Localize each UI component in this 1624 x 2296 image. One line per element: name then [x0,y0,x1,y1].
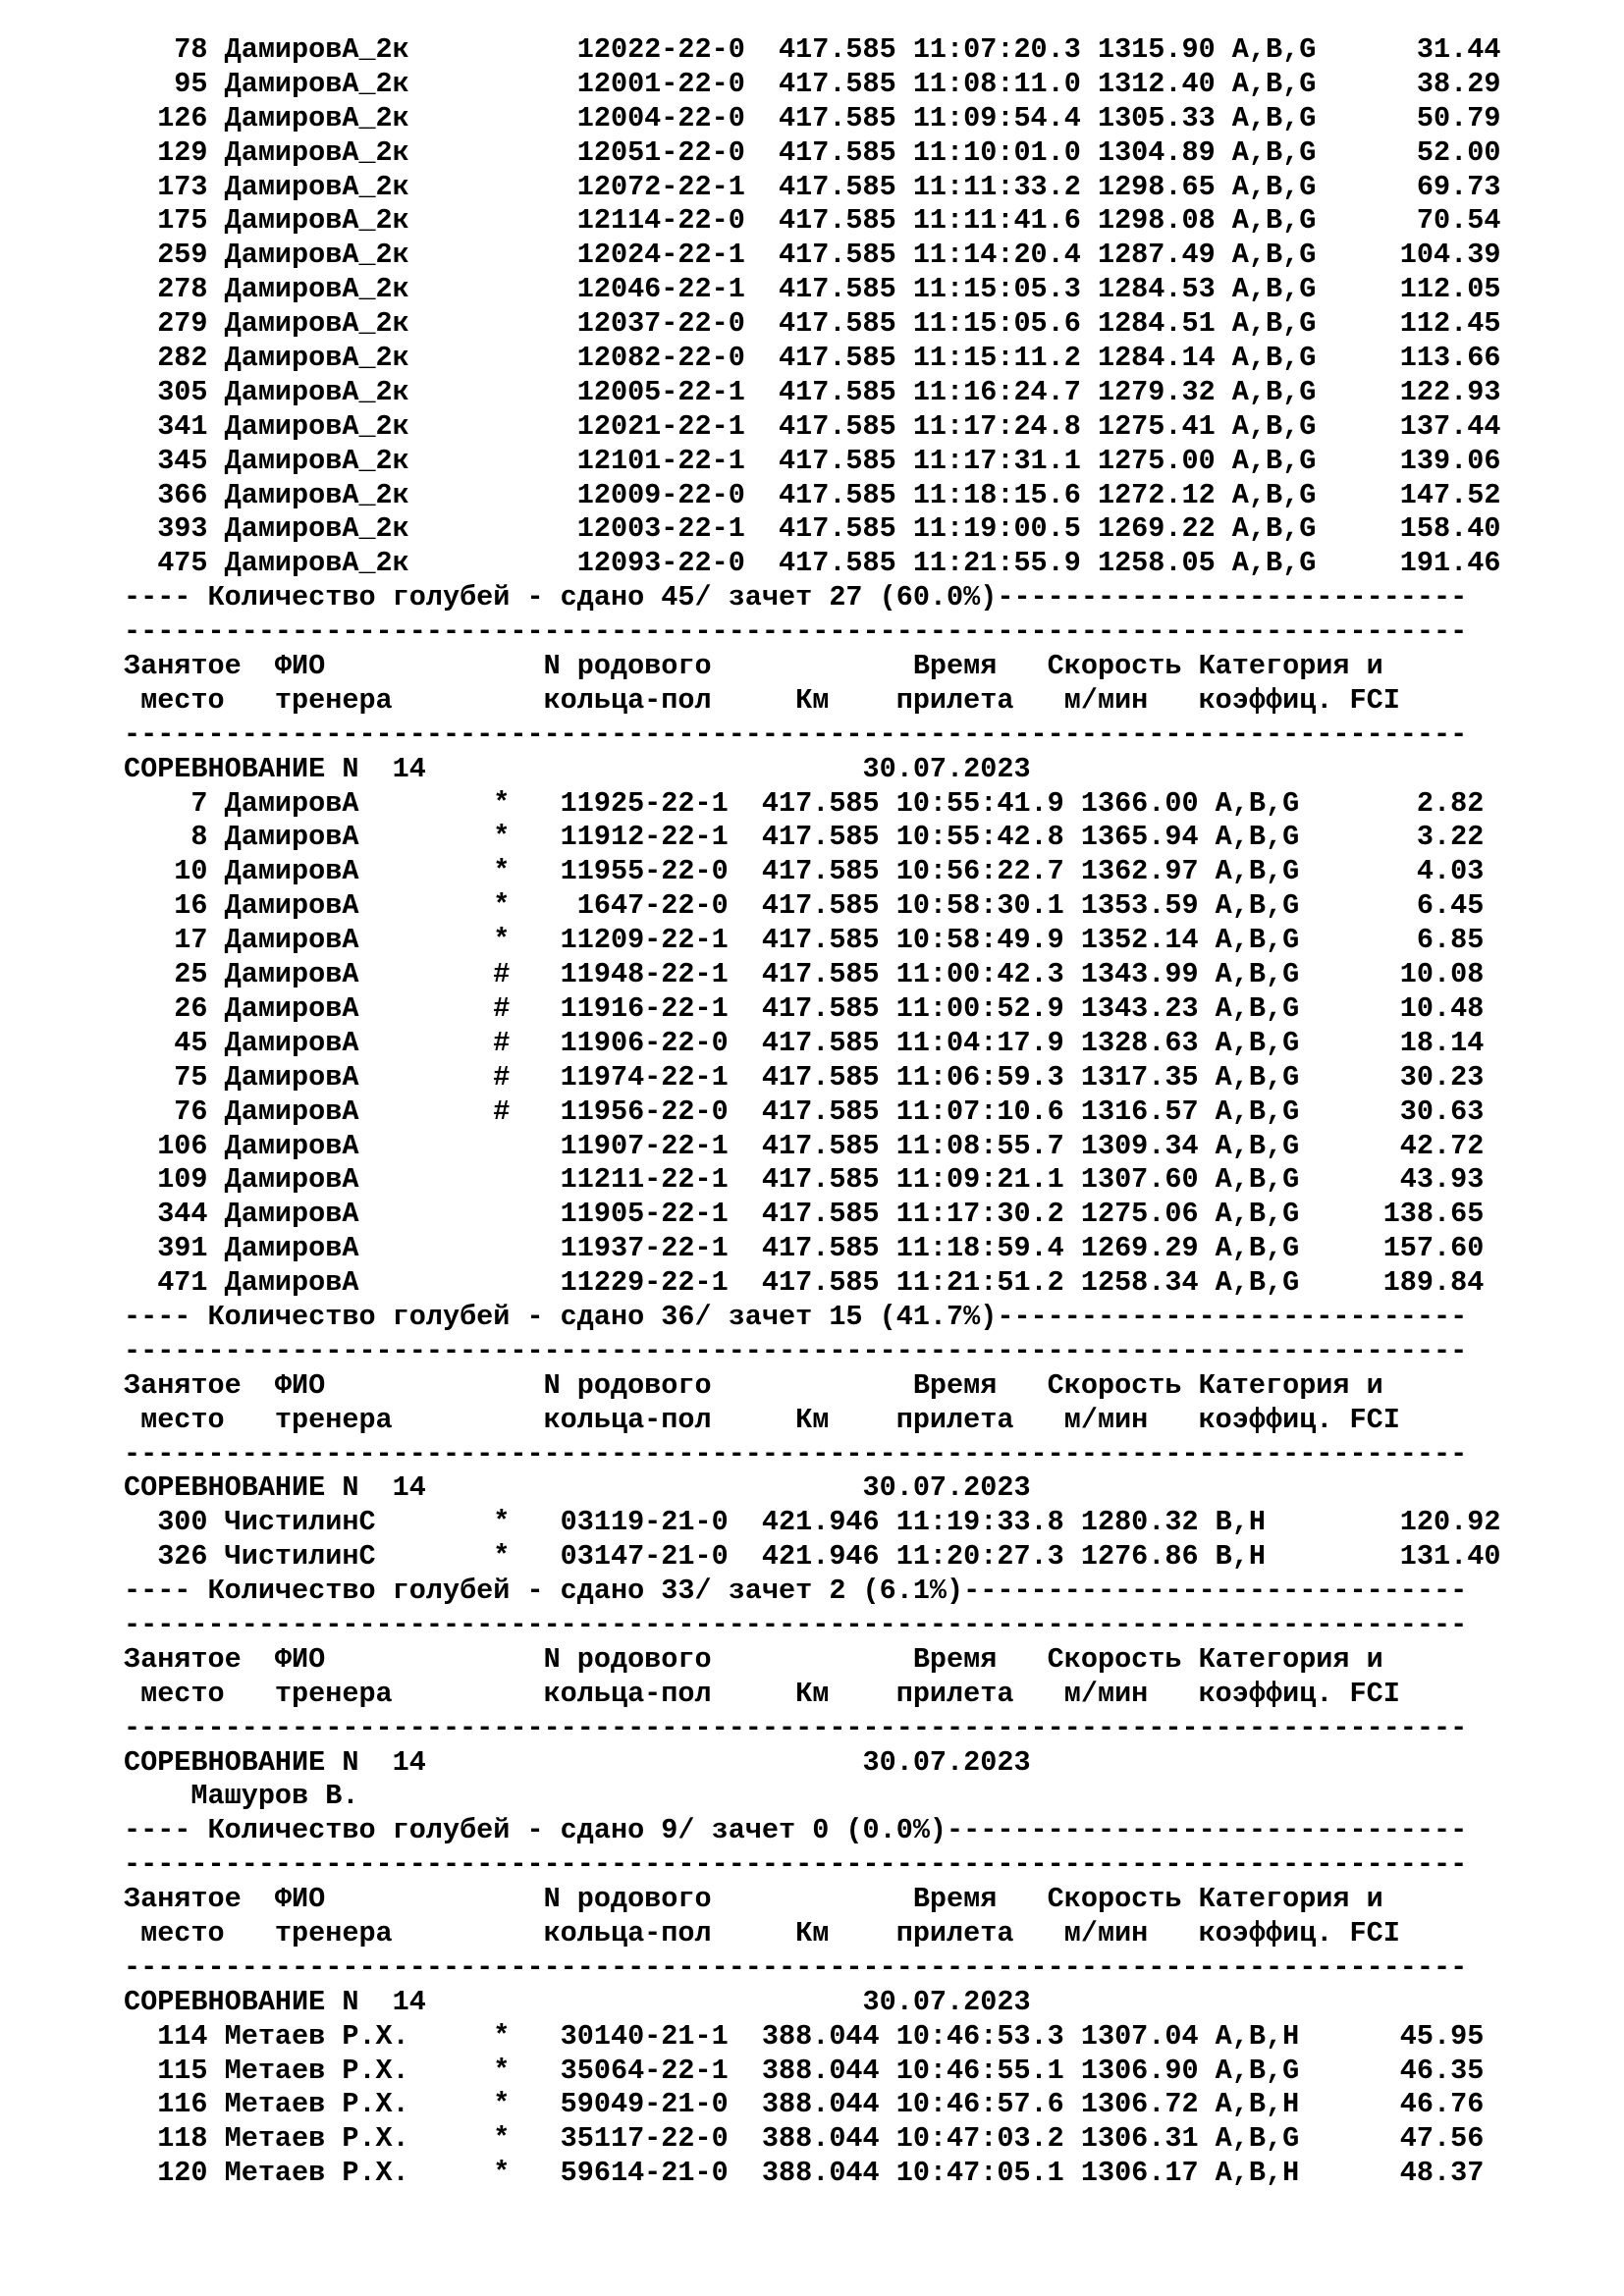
separator-line: -------------------------------------------------------------------------------- [124,615,1468,649]
result-row: 393 ДамировА_2к 12003-22-1 417.585 11:19:00.5 1269.22 A,B,G 158.40 [124,512,1501,546]
result-row: Машуров В. [124,1780,359,1813]
separator-line: -------------------------------------------------------------------------------- [124,1848,1468,1882]
result-row: 305 ДамировА_2к 12005-22-1 417.585 11:16:24.7 1279.32 A,B,G 122.93 [124,375,1501,408]
result-row: 115 Метаев Р.Х. * 35064-22-1 388.044 10:46:55.1 1306.90 A,B,G 46.35 [124,2054,1485,2087]
column-header-line: место тренера кольца-пол Км прилета м/мин коэффиц. FCI [124,1916,1400,1949]
result-row: 95 ДамировА_2к 12001-22-0 417.585 11:08:11.0 1312.40 A,B,G 38.29 [124,67,1501,100]
result-row: 25 ДамировА # 11948-22-1 417.585 11:00:42.3 1343.99 A,B,G 10.08 [124,958,1485,991]
result-row: 326 ЧистилинС * 03147-21-0 421.946 11:20:27.3 1276.86 B,H 131.40 [124,1540,1501,1574]
result-row: 106 ДамировА 11907-22-1 417.585 11:08:55.7 1309.34 A,B,G 42.72 [124,1129,1485,1162]
result-row: 17 ДамировА * 11209-22-1 417.585 10:58:49.9 1352.14 A,B,G 6.85 [124,924,1485,957]
column-header-line: место тренера кольца-пол Км прилета м/мин коэффиц. FCI [124,1677,1400,1710]
summary-line: ---- Количество голубей - сдано 36/ зачет 15 (41.7%)---------------------------- [124,1300,1468,1333]
separator-line: -------------------------------------------------------------------------------- [124,1437,1468,1470]
result-row: 126 ДамировА_2к 12004-22-0 417.585 11:09:54.4 1305.33 A,B,G 50.79 [124,101,1501,134]
column-header-line: Занятое ФИО N родового Время Скорость Категория и [124,1368,1383,1402]
competition-header: СОРЕВНОВАНИЕ N 14 30.07.2023 [124,1471,1031,1505]
result-row: 341 ДамировА_2к 12021-22-1 417.585 11:17:24.8 1275.41 A,B,G 137.44 [124,409,1501,443]
summary-line: ---- Количество голубей - сдано 33/ зачет 2 (6.1%)------------------------------ [124,1575,1468,1608]
result-row: 26 ДамировА # 11916-22-1 417.585 11:00:52.9 1343.23 A,B,G 10.48 [124,991,1485,1025]
result-row: 344 ДамировА 11905-22-1 417.585 11:17:30.2 1275.06 A,B,G 138.65 [124,1198,1485,1231]
summary-line: ---- Количество голубей - сдано 9/ зачет 0 (0.0%)------------------------------- [124,1814,1468,1847]
result-row: 109 ДамировА 11211-22-1 417.585 11:09:21.1 1307.60 A,B,G 43.93 [124,1163,1485,1197]
result-row: 475 ДамировА_2к 12093-22-0 417.585 11:21:55.9 1258.05 A,B,G 191.46 [124,547,1501,580]
result-row: 391 ДамировА 11937-22-1 417.585 11:18:59.4 1269.29 A,B,G 157.60 [124,1232,1485,1265]
result-row: 300 ЧистилинС * 03119-21-0 421.946 11:19:33.8 1280.32 B,H 120.92 [124,1506,1501,1539]
competition-header: СОРЕВНОВАНИЕ N 14 30.07.2023 [124,752,1031,785]
result-row: 118 Метаев Р.Х. * 35117-22-0 388.044 10:47:03.2 1306.31 A,B,G 47.56 [124,2122,1485,2156]
results-printout [124,33,1616,2191]
column-header-line: Занятое ФИО N родового Время Скорость Категория и [124,1642,1383,1676]
result-row: 175 ДамировА_2к 12114-22-0 417.585 11:11:41.6 1298.08 A,B,G 70.54 [124,204,1501,238]
result-row: 279 ДамировА_2к 12037-22-0 417.585 11:15:05.6 1284.51 A,B,G 112.45 [124,307,1501,341]
result-row: 471 ДамировА 11229-22-1 417.585 11:21:51.2 1258.34 A,B,G 189.84 [124,1266,1485,1300]
result-row: 75 ДамировА # 11974-22-1 417.585 11:06:59.3 1317.35 A,B,G 30.23 [124,1060,1485,1094]
result-row: 8 ДамировА * 11912-22-1 417.585 10:55:42.8 1365.94 A,B,G 3.22 [124,821,1485,854]
result-row: 120 Метаев Р.Х. * 59614-21-0 388.044 10:47:05.1 1306.17 A,B,H 48.37 [124,2157,1485,2190]
result-row: 78 ДамировА_2к 12022-22-0 417.585 11:07:20.3 1315.90 A,B,G 31.44 [124,33,1501,66]
result-row: 7 ДамировА * 11925-22-1 417.585 10:55:41.9 1366.00 A,B,G 2.82 [124,786,1485,820]
column-header-line: Занятое ФИО N родового Время Скорость Категория и [124,650,1383,683]
result-row: 116 Метаев Р.Х. * 59049-21-0 388.044 10:46:57.6 1306.72 A,B,H 46.76 [124,2088,1485,2121]
summary-line: ---- Количество голубей - сдано 45/ зачет 27 (60.0%)---------------------------- [124,581,1468,614]
column-header-line: Занятое ФИО N родового Время Скорость Категория и [124,1883,1383,1916]
result-row: 173 ДамировА_2к 12072-22-1 417.585 11:11:33.2 1298.65 A,B,G 69.73 [124,170,1501,203]
result-row: 366 ДамировА_2к 12009-22-0 417.585 11:18:15.6 1272.12 A,B,G 147.52 [124,478,1501,511]
column-header-line: место тренера кольца-пол Км прилета м/мин коэффиц. FCI [124,683,1400,717]
result-row: 16 ДамировА * 1647-22-0 417.585 10:58:30.1 1353.59 A,B,G 6.45 [124,889,1485,923]
result-row: 76 ДамировА # 11956-22-0 417.585 11:07:10.6 1316.57 A,B,G 30.63 [124,1095,1485,1128]
result-row: 345 ДамировА_2к 12101-22-1 417.585 11:17:31.1 1275.00 A,B,G 139.06 [124,444,1501,477]
separator-line: -------------------------------------------------------------------------------- [124,1608,1468,1641]
separator-line: -------------------------------------------------------------------------------- [124,718,1468,751]
result-row: 278 ДамировА_2к 12046-22-1 417.585 11:15:05.3 1284.53 A,B,G 112.05 [124,273,1501,306]
separator-line: -------------------------------------------------------------------------------- [124,1711,1468,1744]
competition-header: СОРЕВНОВАНИЕ N 14 30.07.2023 [124,1745,1031,1779]
result-row: 114 Метаев Р.Х. * 30140-21-1 388.044 10:46:53.3 1307.04 A,B,H 45.95 [124,2019,1485,2053]
result-row: 45 ДамировА # 11906-22-0 417.585 11:04:17.9 1328.63 A,B,G 18.14 [124,1026,1485,1059]
result-row: 10 ДамировА * 11955-22-0 417.585 10:56:22.7 1362.97 A,B,G 4.03 [124,855,1485,888]
competition-header: СОРЕВНОВАНИЕ N 14 30.07.2023 [124,1985,1031,2018]
column-header-line: место тренера кольца-пол Км прилета м/мин коэффиц. FCI [124,1403,1400,1436]
result-row: 282 ДамировА_2к 12082-22-0 417.585 11:15:11.2 1284.14 A,B,G 113.66 [124,342,1501,375]
separator-line: -------------------------------------------------------------------------------- [124,1950,1468,1984]
result-row: 129 ДамировА_2к 12051-22-0 417.585 11:10:01.0 1304.89 A,B,G 52.00 [124,135,1501,169]
separator-line: -------------------------------------------------------------------------------- [124,1334,1468,1367]
result-row: 259 ДамировА_2к 12024-22-1 417.585 11:14:20.4 1287.49 A,B,G 104.39 [124,239,1501,272]
